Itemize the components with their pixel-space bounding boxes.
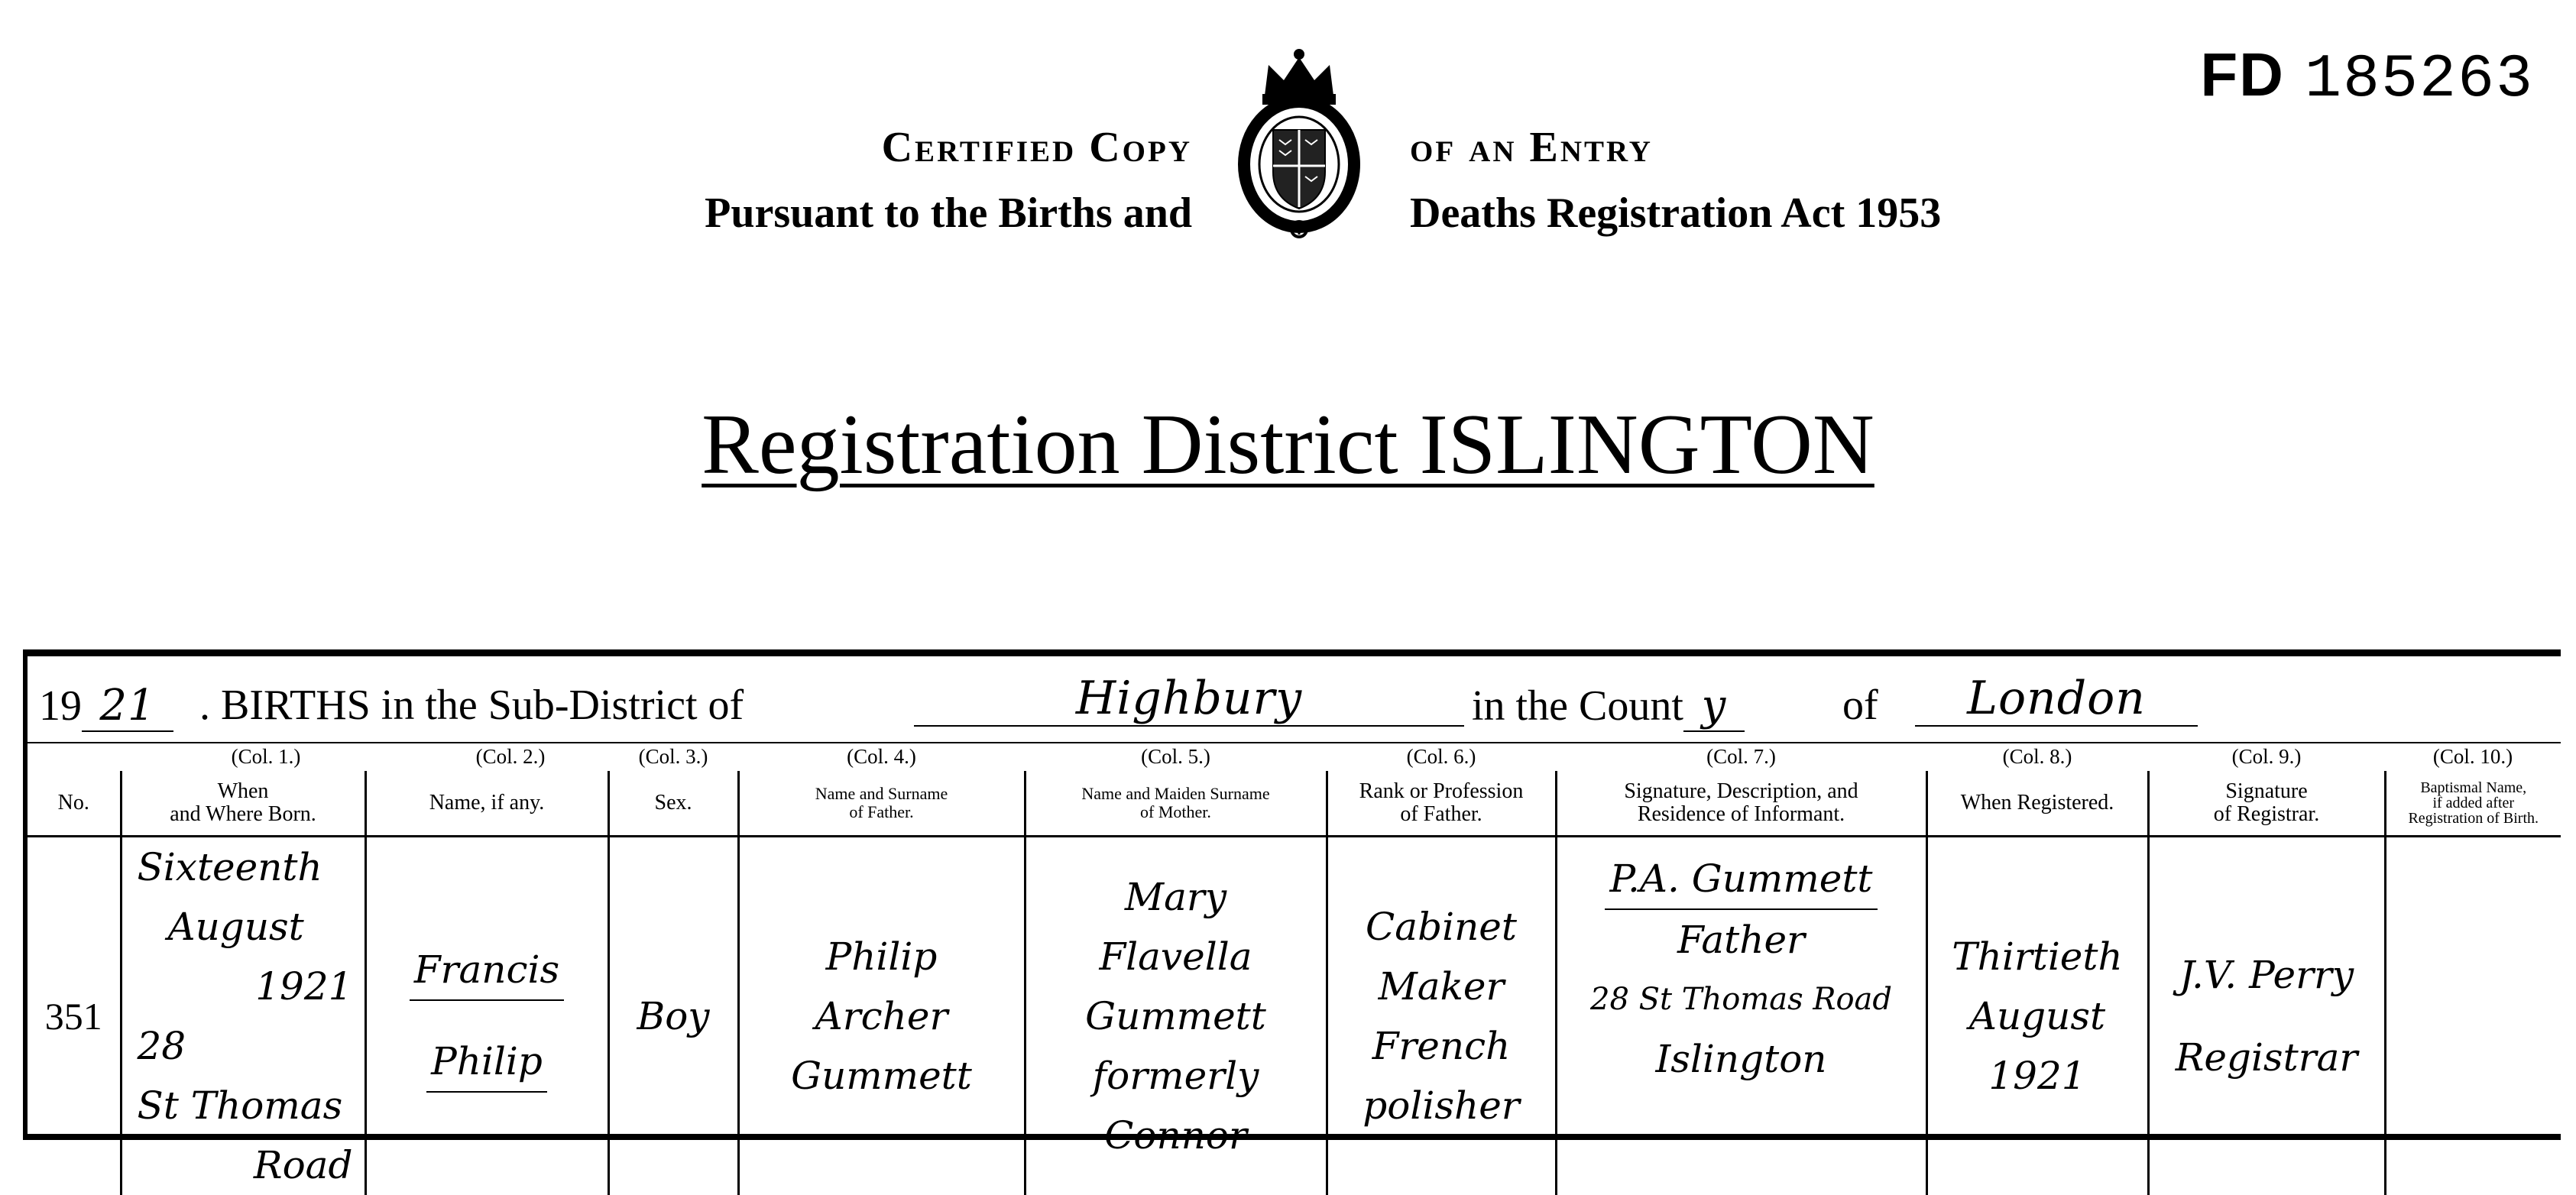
entry-sex: Boy bbox=[608, 837, 738, 1195]
header-rank-line: Rank or Profession bbox=[1328, 780, 1555, 803]
pursuant-text: Pursuant to the Births and bbox=[611, 180, 1192, 246]
born-line: Road bbox=[138, 1135, 365, 1195]
header-baptismal-line: Baptismal Name, bbox=[2386, 780, 2561, 795]
header-registrar bbox=[2148, 771, 2385, 837]
mother-line: Gummett bbox=[1026, 986, 1326, 1046]
header-informant-line: Residence of Informant. bbox=[1557, 803, 1926, 826]
header-baptismal bbox=[2385, 771, 2561, 837]
header-name: Name, if any. bbox=[365, 771, 608, 837]
col-number: (Col. 5.) bbox=[1025, 745, 1327, 769]
registered-line: August bbox=[1928, 986, 2147, 1046]
act-text: Deaths Registration Act 1953 bbox=[1410, 180, 2098, 246]
col-number: (Col. 2.) bbox=[388, 745, 633, 769]
entry-when-registered bbox=[1926, 837, 2148, 1195]
informant-signature: P.A. Gummett bbox=[1605, 849, 1877, 910]
entry-mother-name bbox=[1025, 837, 1327, 1195]
entry-when-where-born bbox=[121, 837, 365, 1195]
registrar-title: Registrar bbox=[2150, 1028, 2384, 1087]
certificate-serial bbox=[2200, 40, 2534, 115]
col-number: (Col. 4.) bbox=[738, 745, 1025, 769]
of-label: of bbox=[1842, 681, 1878, 730]
header-mother bbox=[1025, 771, 1327, 837]
royal-crest-icon bbox=[1223, 42, 1375, 241]
header-registered: When Registered. bbox=[1926, 771, 2148, 837]
header-rank-line: of Father. bbox=[1328, 803, 1555, 826]
serial-number: 185263 bbox=[2305, 45, 2534, 115]
header-registrar-line: of Registrar. bbox=[2150, 803, 2384, 826]
rank-line: Maker bbox=[1328, 957, 1555, 1016]
year-written: 21 bbox=[82, 681, 173, 732]
header-mother-line: of Mother. bbox=[1026, 803, 1326, 821]
father-line: Gummett bbox=[740, 1046, 1024, 1106]
header-left bbox=[611, 115, 1192, 246]
serial-prefix: FD bbox=[2200, 40, 2285, 108]
county-label: in the Count bbox=[1472, 682, 1683, 730]
born-line: St Thomas bbox=[138, 1076, 365, 1135]
header-baptismal-line: Registration of Birth. bbox=[2386, 811, 2561, 826]
header-mother-line: Name and Maiden Surname bbox=[1026, 785, 1326, 803]
header-father-line: Name and Surname bbox=[740, 785, 1024, 803]
entry-number: 351 bbox=[28, 837, 121, 1195]
register-table bbox=[28, 771, 2561, 1195]
entry-child-name bbox=[365, 837, 608, 1195]
header-sex: Sex. bbox=[608, 771, 738, 837]
of-an-entry-text: of an Entry bbox=[1410, 115, 2098, 180]
header-when-where bbox=[121, 771, 365, 837]
header-registrar-line: Signature bbox=[2150, 780, 2384, 803]
col-number: (Col. 3.) bbox=[608, 745, 738, 769]
registered-line: 1921 bbox=[1928, 1046, 2147, 1106]
registration-district-title bbox=[0, 396, 2576, 494]
col-number: (Col. 10.) bbox=[2385, 745, 2561, 769]
header-no: No. bbox=[28, 771, 121, 837]
header-informant bbox=[1556, 771, 1926, 837]
father-line: Philip bbox=[740, 927, 1024, 986]
header-when-where-line: and Where Born. bbox=[122, 803, 365, 826]
informant-line: 28 St Thomas Road bbox=[1557, 970, 1926, 1029]
col-number: (Col. 8.) bbox=[1926, 745, 2148, 769]
county-name: London bbox=[1915, 672, 2198, 727]
certified-copy-text: Certified Copy bbox=[611, 115, 1192, 180]
header-father-line: of Father. bbox=[740, 803, 1024, 821]
rank-line: Cabinet bbox=[1328, 897, 1555, 957]
born-line: 1921 bbox=[138, 957, 365, 1016]
register-entry-frame bbox=[23, 649, 2561, 1140]
rank-line: French bbox=[1328, 1016, 1555, 1076]
registrar-signature: J.V. Perry bbox=[2150, 945, 2384, 1005]
rank-line: polisher bbox=[1328, 1076, 1555, 1135]
county-field bbox=[1472, 681, 1745, 732]
father-line: Archer bbox=[740, 986, 1024, 1046]
col-number: (Col. 6.) bbox=[1327, 745, 1556, 769]
born-line: 28 bbox=[138, 1016, 365, 1076]
header-informant-line: Signature, Description, and bbox=[1557, 780, 1926, 803]
sub-district-name: Highbury bbox=[914, 672, 1464, 727]
column-header-row bbox=[28, 771, 2561, 837]
entry-informant bbox=[1556, 837, 1926, 1195]
col-number: (Col. 7.) bbox=[1556, 745, 1926, 769]
informant-line: Islington bbox=[1557, 1029, 1926, 1089]
entry-father-name bbox=[738, 837, 1025, 1195]
col-number: (Col. 9.) bbox=[2148, 745, 2385, 769]
registered-line: Thirtieth bbox=[1928, 927, 2147, 986]
header-right bbox=[1410, 115, 2098, 246]
header-rank bbox=[1327, 771, 1556, 837]
entry-row bbox=[28, 837, 2561, 1195]
mother-line: Flavella bbox=[1026, 927, 1326, 986]
entry-baptismal-name bbox=[2385, 837, 2561, 1195]
entry-registrar bbox=[2148, 837, 2385, 1195]
mother-line: Mary bbox=[1026, 867, 1326, 927]
entry-father-rank bbox=[1327, 837, 1556, 1195]
born-line: Sixteenth bbox=[138, 837, 365, 897]
header-when-where-line: When bbox=[122, 780, 365, 803]
header-father bbox=[738, 771, 1025, 837]
born-line: August bbox=[138, 897, 365, 957]
informant-line: Father bbox=[1557, 910, 1926, 970]
district-title-text: Registration District ISLINGTON bbox=[702, 397, 1874, 492]
year-printed: 19 bbox=[39, 682, 82, 730]
mother-line: formerly bbox=[1026, 1046, 1326, 1106]
register-title-line bbox=[28, 672, 2561, 740]
year-field bbox=[39, 681, 173, 732]
col-number: (Col. 1.) bbox=[144, 745, 388, 769]
births-label: . BIRTHS in the Sub-District of bbox=[199, 681, 744, 730]
county-label-suffix: y bbox=[1683, 681, 1745, 732]
column-number-row bbox=[28, 742, 2561, 774]
header-baptismal-line: if added after bbox=[2386, 795, 2561, 811]
child-middle-name: Philip bbox=[426, 1031, 547, 1093]
child-first-name: Francis bbox=[410, 940, 564, 1001]
mother-line: Connor bbox=[1026, 1106, 1326, 1165]
